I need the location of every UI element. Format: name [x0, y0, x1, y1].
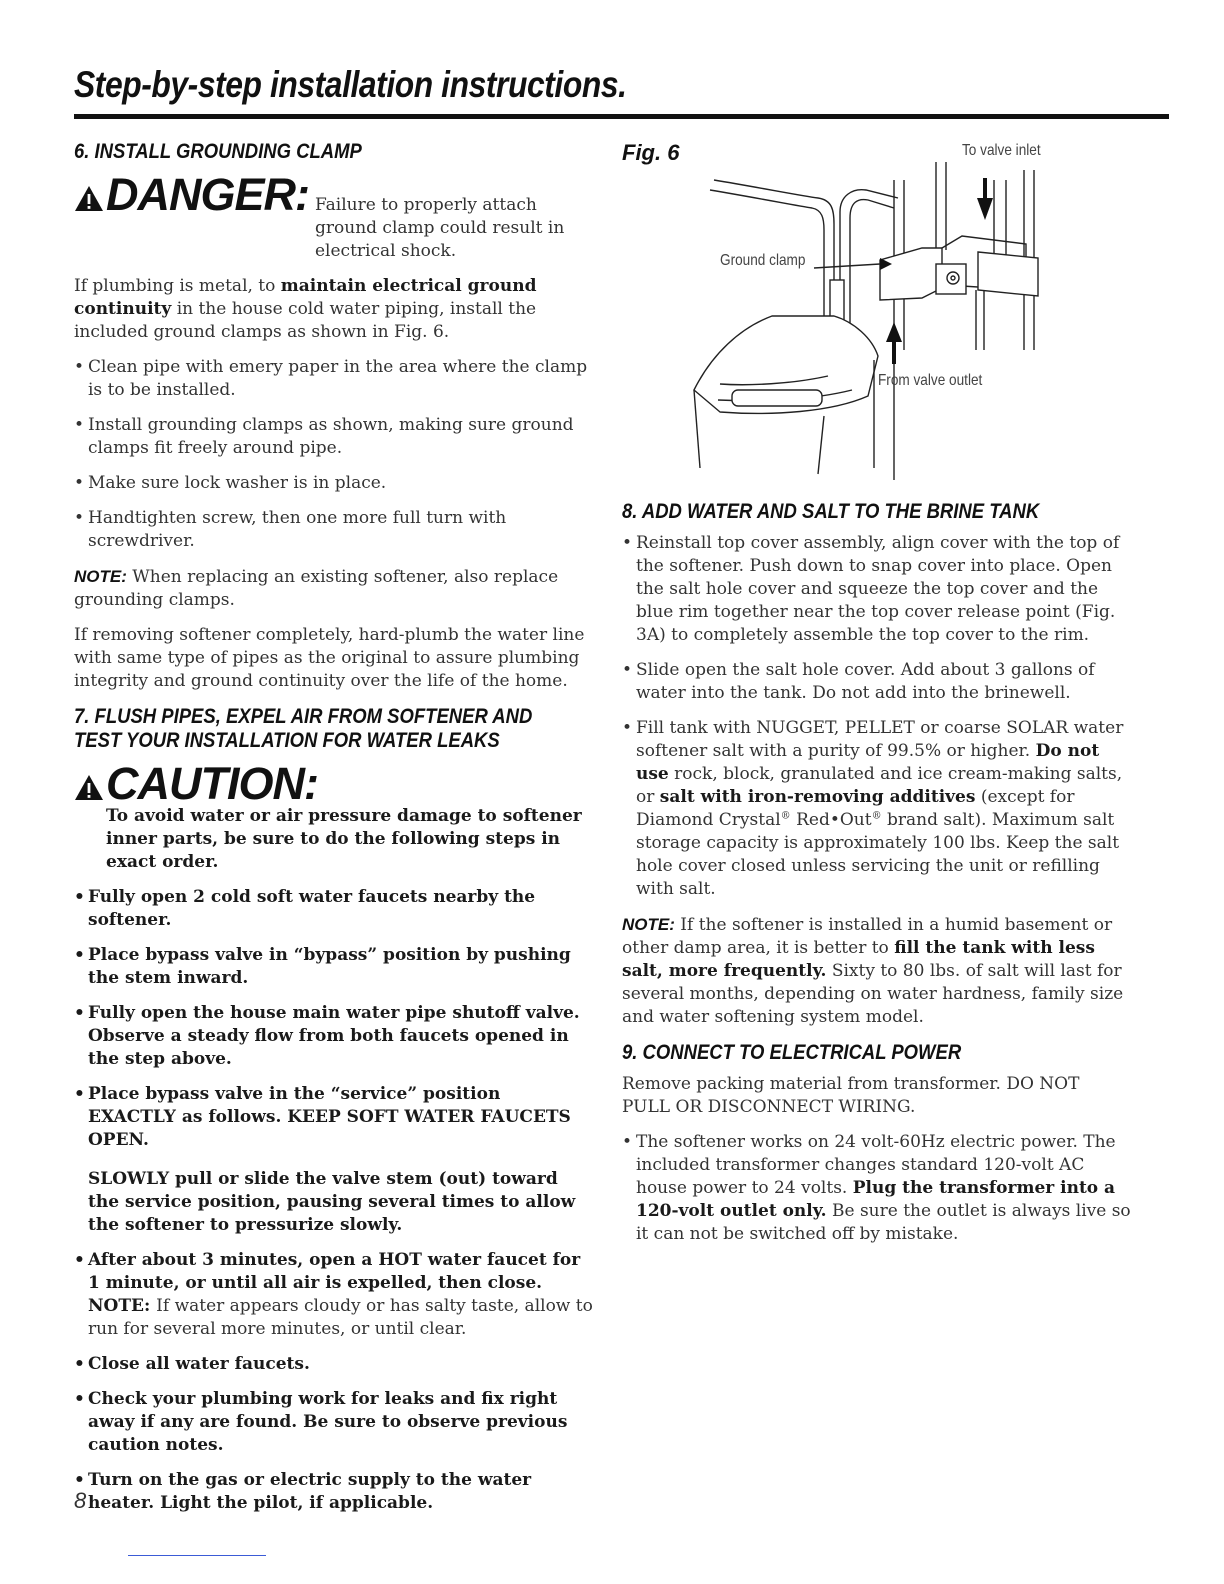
removing-softener-text: If removing softener completely, hard-plumb the water line with same type of pipes as the original to assure plumbing integrity and ground continuity over the life of the home. [74, 625, 585, 691]
note-label: NOTE: [622, 915, 675, 934]
list-item: • Handtighten screw, then one more full turn with screwdriver. [74, 507, 594, 553]
figure-label: Fig. 6 [622, 140, 680, 165]
section-8-heading: 8. ADD WATER AND SALT TO THE BRINE TANK [622, 500, 1040, 523]
page-number: 8 [74, 1488, 87, 1513]
note-text: If the softener is installed in a humid basement or other damp area, it is better to [622, 915, 1113, 958]
salt-text: rock, block, granulated and ice cream-making salts, or [636, 764, 1123, 807]
figure-6 [622, 140, 1142, 500]
step-text: After about 3 minutes, open a HOT water faucet for 1 minute, or until all air is expelled, then close. NOTE: [88, 1250, 581, 1316]
brine-tank-steps [622, 532, 1132, 901]
heading-line: 7. FLUSH PIPES, EXPEL AIR FROM SOFTENER AND [74, 705, 533, 728]
salt-text: Red•Out [796, 810, 872, 830]
page-title: Step-by-step installation instructions. [74, 64, 627, 105]
power-bold: Plug the transformer into a 120-volt outlet only. [636, 1178, 1116, 1221]
section-6-heading: 6. INSTALL GROUNDING CLAMP [74, 140, 362, 163]
registered-mark: ® [780, 810, 791, 822]
list-item: • Slide open the salt hole cover. Add about 3 gallons of water into the tank. Do not add into the brinewell. [622, 659, 1132, 705]
list-item [622, 1131, 1132, 1246]
right-column [622, 140, 1132, 1258]
list-item: • Close all water faucets. [74, 1353, 594, 1376]
list-item: • Reinstall top cover assembly, align cover with the top of the softener. Push down to snap cover into place. Open the salt hole cover and squeeze the top cover and the blue rim together near the top cover release point (Fig. 3A) to completely assemble the top cover to the rim. [622, 532, 1132, 647]
brine-tank-note [622, 913, 1132, 1029]
list-item: • Fully open 2 cold soft water faucets nearby the softener. [74, 886, 594, 932]
note-label: NOTE: [74, 567, 127, 586]
list-item: • Turn on the gas or electric supply to the water heater. Light the pilot, if applicable. [74, 1469, 594, 1515]
list-item [74, 1083, 594, 1237]
power-text: Be sure the outlet is always live so it can not be switched off by mistake. [636, 1201, 1131, 1244]
ground-clamp-diagram [622, 140, 1142, 500]
list-item [74, 1249, 594, 1341]
list-item: • Fully open the house main water pipe shutoff valve. Observe a steady flow from both faucets opened in the step above. [74, 1002, 594, 1071]
note-text: Sixty to 80 lbs. of salt will last for several months, depending on water hardness, family size and water softening system model. [622, 961, 1124, 1027]
power-steps [622, 1131, 1132, 1246]
danger-warning [74, 169, 594, 263]
footer-line [128, 1555, 266, 1556]
note-text: When replacing an existing softener, also replace grounding clamps. [74, 567, 559, 610]
salt-text: (except for Diamond Crystal [636, 787, 1075, 830]
salt-text: Fill tank with NUGGET, PELLET or coarse SOLAR water softener salt with a purity of 99.5% or higher. [636, 718, 1124, 761]
intro-bold: maintain electrical ground continuity [74, 276, 537, 319]
grounding-steps [74, 356, 594, 553]
list-item [622, 717, 1132, 901]
step-note: If water appears cloudy or has salty taste, allow to run for several more minutes, or until clear. [88, 1296, 593, 1339]
salt-warning-bold: Do not use [636, 741, 1100, 784]
salt-warning-bold: salt with iron-removing additives [659, 787, 976, 807]
list-item: • Install grounding clamps as shown, making sure ground clamps fit freely around pipe. [74, 414, 594, 460]
registered-mark: ® [871, 810, 882, 822]
step-subtext: SLOWLY pull or slide the valve stem (out) toward the service position, pausing several times to allow the softener to pressurize slowly. [88, 1169, 576, 1235]
from-valve-outlet-label: From valve outlet [878, 372, 983, 389]
danger-text: Failure to properly attach ground clamp could result in electrical shock. [315, 195, 565, 261]
list-item: • Make sure lock washer is in place. [74, 472, 594, 495]
section-7-heading [74, 705, 532, 753]
caution-text: To avoid water or air pressure damage to softener inner parts, be sure to do the following steps in exact order. [106, 806, 582, 872]
list-item: • Check your plumbing work for leaks and fix right away if any are found. Be sure to observe previous caution notes. [74, 1388, 594, 1457]
power-intro: Remove packing material from transformer. DO NOT PULL OR DISCONNECT WIRING. [622, 1074, 1080, 1117]
flush-steps [74, 886, 594, 1515]
title-rule [74, 114, 1169, 119]
ground-clamp-label: Ground clamp [720, 252, 806, 269]
caution-warning [74, 758, 594, 874]
intro-text: If plumbing is metal, to [74, 276, 276, 296]
grounding-note [74, 565, 594, 612]
salt-text: brand salt). Maximum salt storage capacity is approximately 100 lbs. Keep the salt hole cover closed unless servicing the unit or refilling with salt. [636, 810, 1120, 899]
left-column [74, 140, 594, 1527]
list-item: • Place bypass valve in “bypass” position by pushing the stem inward. [74, 944, 594, 990]
grounding-intro [74, 275, 594, 344]
intro-text-end: in the house cold water piping, install the included ground clamps as shown in Fig. 6. [74, 299, 537, 342]
to-valve-inlet-label: To valve inlet [962, 142, 1041, 159]
section-9-heading: 9. CONNECT TO ELECTRICAL POWER [622, 1041, 962, 1064]
caution-word: CAUTION: [106, 758, 318, 809]
list-item: • Clean pipe with emery paper in the area where the clamp is to be installed. [74, 356, 594, 402]
step-text: Place bypass valve in the “service” position EXACTLY as follows. KEEP SOFT WATER FAUCETS OPEN. [88, 1084, 571, 1150]
power-text: The softener works on 24 volt-60Hz electric power. The included transformer changes standard 120-volt AC house power to 24 volts. [636, 1132, 1116, 1198]
warning-triangle-icon [74, 774, 104, 801]
note-bold: fill the tank with less salt, more frequently. [622, 938, 1095, 981]
warning-triangle-icon [74, 185, 104, 212]
danger-word: DANGER: [106, 169, 309, 220]
heading-line: TEST YOUR INSTALLATION FOR WATER LEAKS [74, 729, 500, 752]
